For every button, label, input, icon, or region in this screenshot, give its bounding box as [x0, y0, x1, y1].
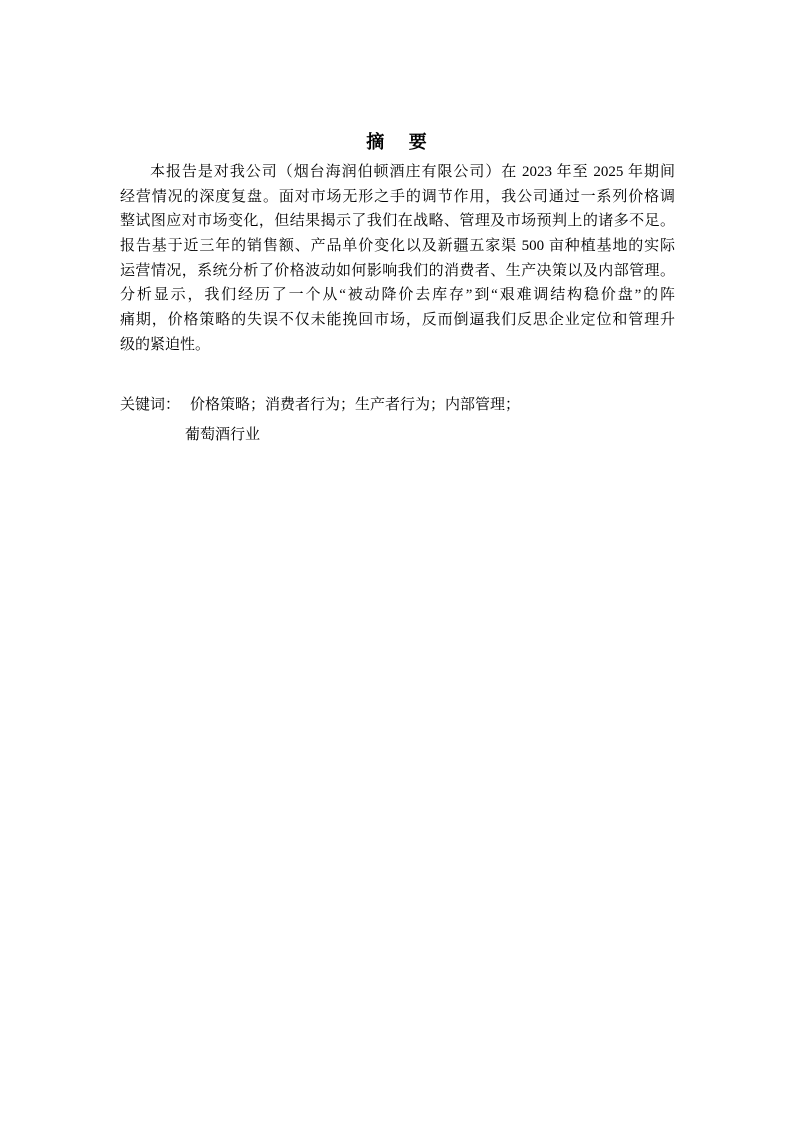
keywords-list: 价格策略；消费者行为；生产者行为；内部管理； — [190, 397, 521, 413]
abstract-line: 整试图应对市场变化，但结果揭示了我们在战略、管理及市场预判上的诸多不足。 — [120, 213, 675, 230]
keywords — [120, 392, 520, 418]
keywords-list-continued: 葡萄酒行业 — [185, 427, 261, 443]
abstract-line: 本报告是对我公司（烟台海润伯顿酒庄有限公司）在 2023 年至 2025 年期间 — [150, 164, 675, 180]
abstract-line: 级的紧迫性。 — [120, 336, 211, 353]
abstract-title: 摘 要 — [366, 132, 437, 152]
abstract-line: 经营情况的深度复盘。面对市场无形之手的调节作用，我公司通过一系列价格调 — [120, 188, 675, 205]
abstract-paragraph — [120, 160, 675, 358]
abstract-line: 运营情况，系统分析了价格波动如何影响我们的消费者、生产决策以及内部管理。 — [120, 262, 675, 279]
abstract-line: 报告基于近三年的销售额、产品单价变化以及新疆五家渠 500 亩种植基地的实际 — [120, 238, 675, 255]
keywords-label: 关键词： — [120, 397, 181, 413]
abstract-line: 分析显示，我们经历了一个从“被动降价去库存”到“艰难调结构稳价盘”的阵 — [120, 287, 675, 304]
abstract-line: 痛期，价格策略的失误不仅未能挽回市场，反而倒逼我们反思企业定位和管理升 — [120, 312, 675, 329]
